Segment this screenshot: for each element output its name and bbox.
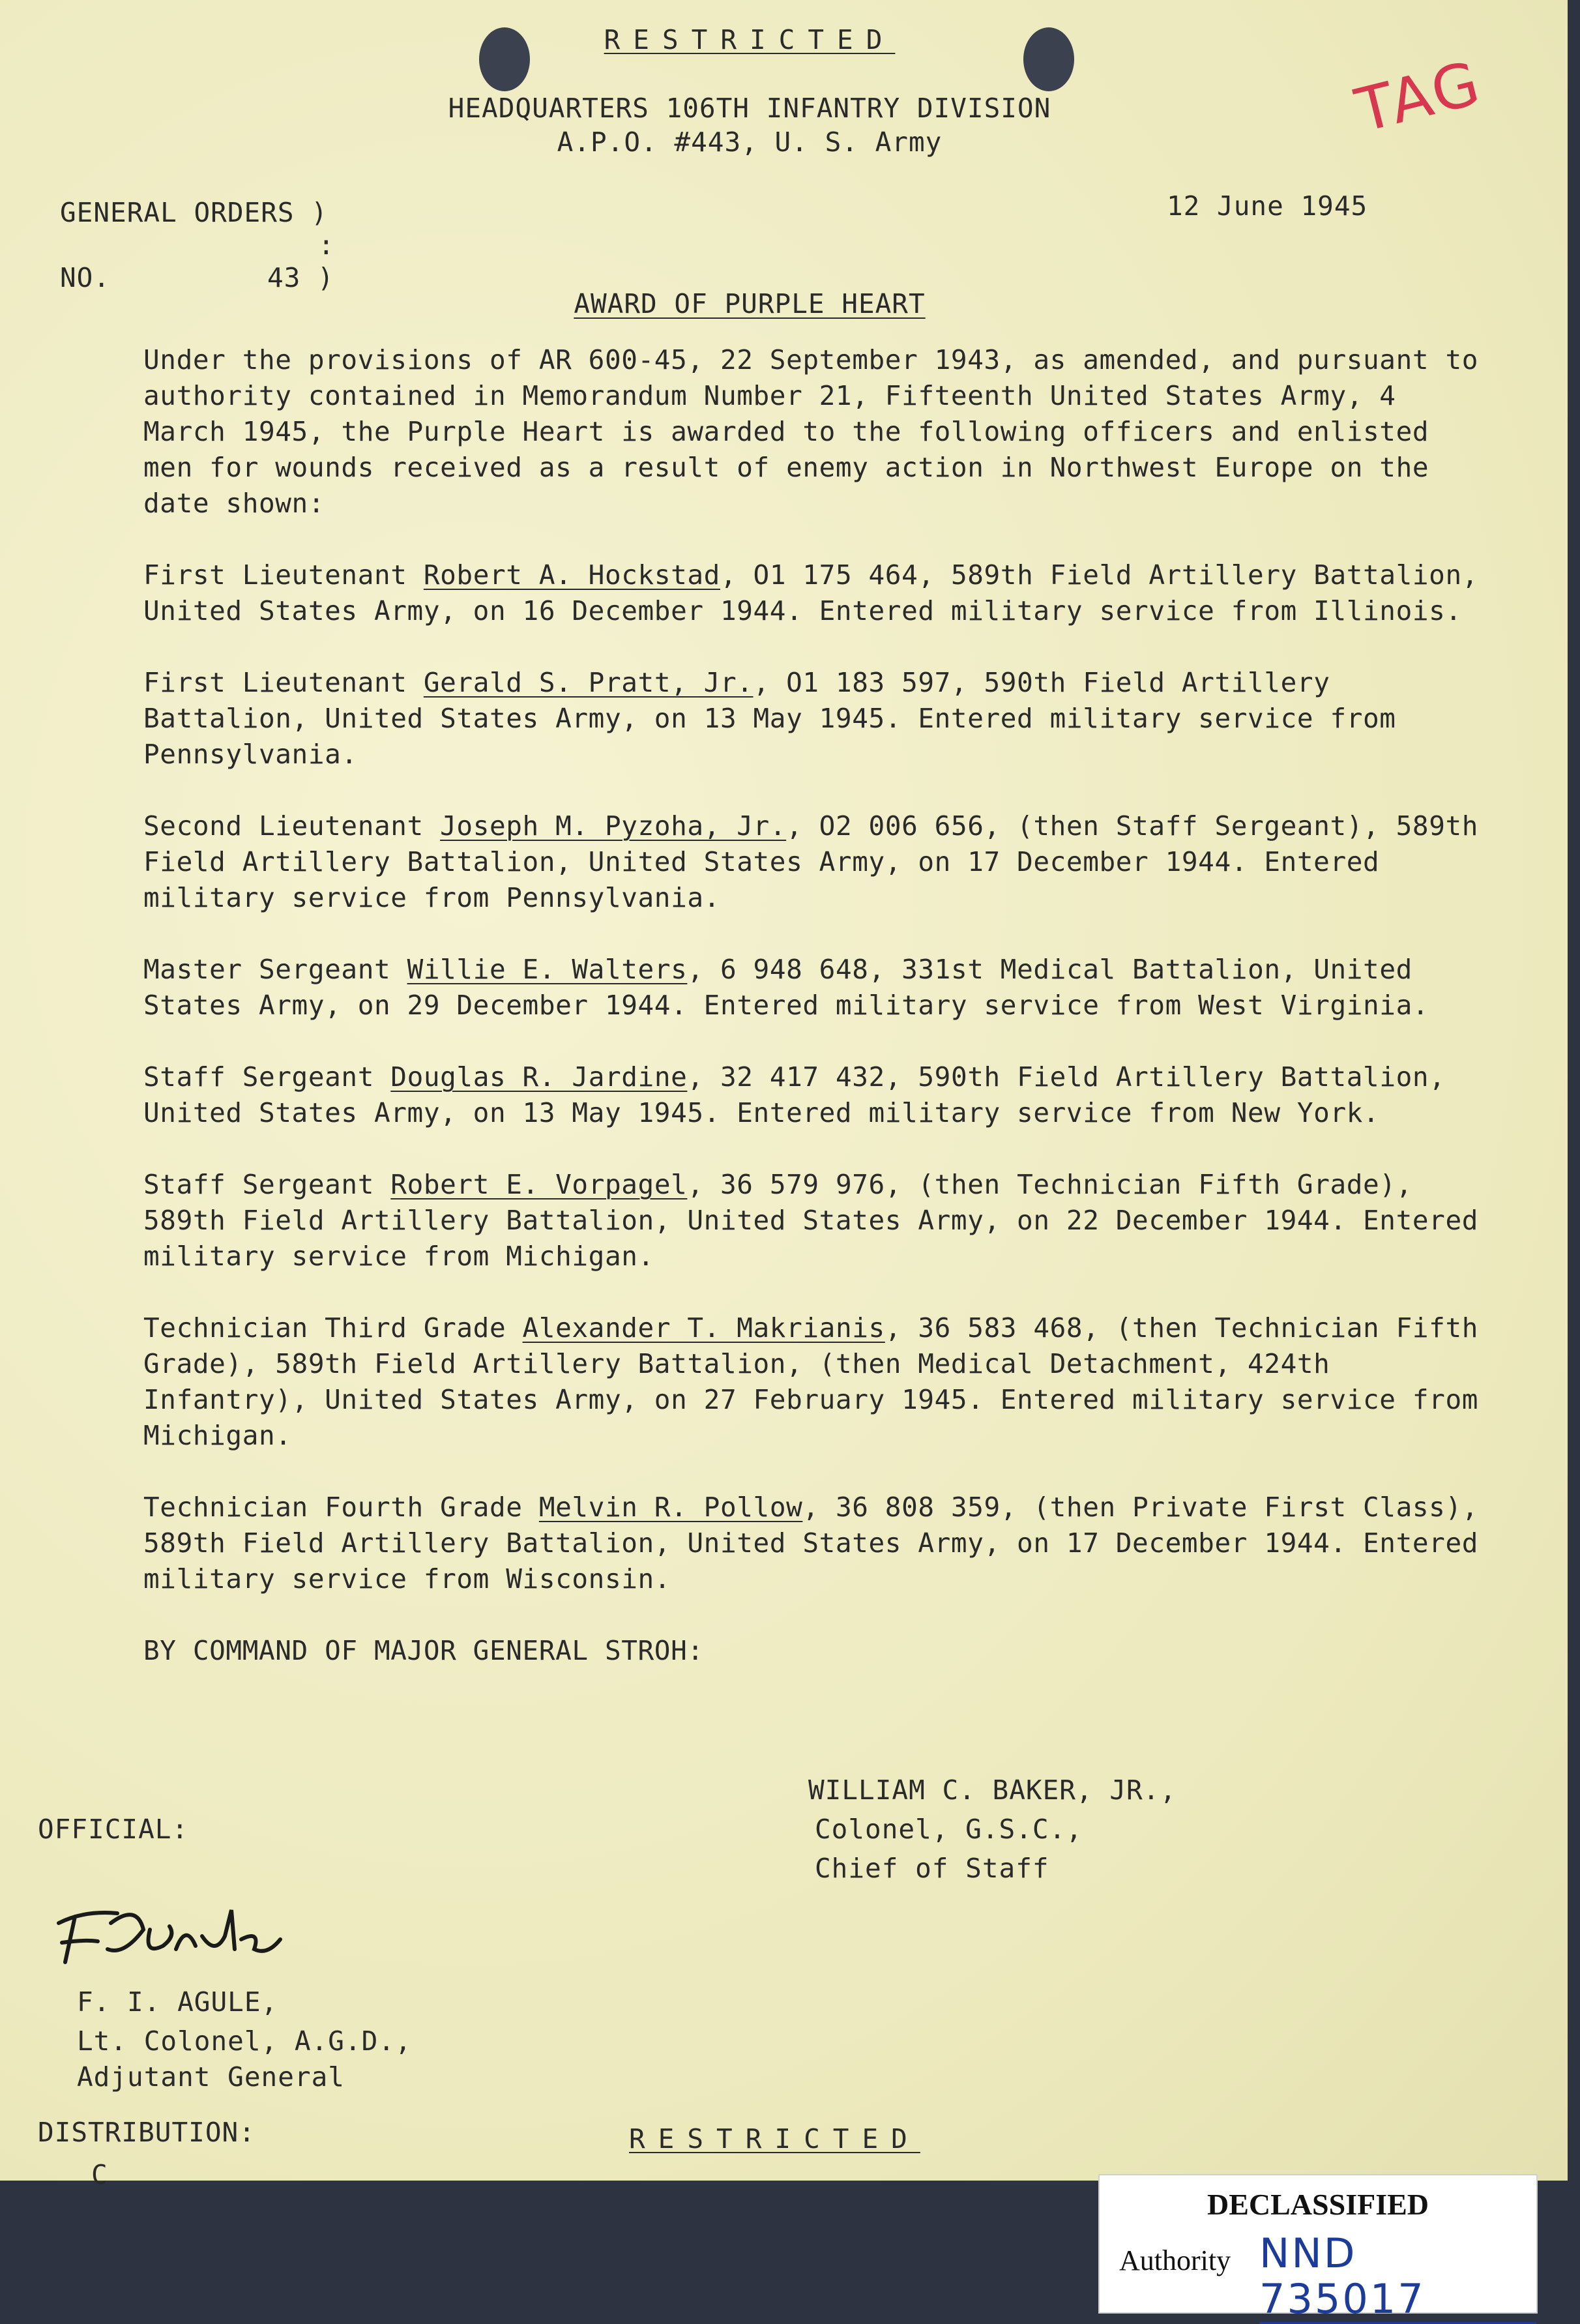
official-label: OFFICIAL: <box>38 1814 189 1845</box>
hq-line-1: HEADQUARTERS 106TH INFANTRY DIVISION <box>448 93 1051 124</box>
signature-mark <box>46 1884 345 1975</box>
award-details: , 36 579 976, (then Technician Fifth Grade), 589th Field Artillery Battalion, United States Army, on 22 December 1944. Entered military service from Michigan. <box>143 1169 1479 1272</box>
adjutant-signature <box>46 1884 345 1978</box>
award-rank: Staff Sergeant <box>143 1061 374 1093</box>
award-name: Melvin R. Pollow <box>538 1492 803 1523</box>
award-details: , O2 006 656, (then Staff Sergeant), 589th Field Artillery Battalion, United States Army, on 17 December 1944. Entered military service from Pennsylvania. <box>143 810 1479 913</box>
general-orders-label: GENERAL ORDERS ) <box>60 197 328 228</box>
chief-name: WILLIAM C. BAKER, JR., <box>808 1774 1177 1806</box>
award-entry <box>46 808 1493 916</box>
award-name: Gerald S. Pratt, Jr. <box>423 667 753 698</box>
award-rank: First Lieutenant <box>143 559 407 591</box>
award-entry <box>46 1059 1493 1131</box>
award-rank: Second Lieutenant <box>143 810 424 842</box>
award-rank: Technician Third Grade <box>143 1312 506 1344</box>
chief-rank: Colonel, G.S.C., <box>815 1814 1083 1845</box>
award-name: Joseph M. Pyzoha, Jr. <box>440 810 787 842</box>
award-name: Willie E. Walters <box>407 954 688 985</box>
stamp-authority-label: Authority <box>1119 2244 1231 2276</box>
award-name: Robert A. Hockstad <box>423 559 720 591</box>
distribution-value: C <box>91 2159 108 2190</box>
award-entry <box>46 1490 1493 1597</box>
orders-colon: : <box>318 229 335 261</box>
intro-paragraph: Under the provisions of AR 600-45, 22 September 1943, as amended, and pursuant to authority contained in Memorandum Number 21, Fifteenth United States Army, 4 March 1945, the Purple Heart is awarded to the following officers and enlisted men for wounds received as a result of enemy action in Northwest Europe on the date shown: <box>143 344 1479 519</box>
award-entry <box>46 665 1493 772</box>
hq-line-2: A.P.O. #443, U. S. Army <box>557 126 943 158</box>
award-details: , O1 175 464, 589th Field Artillery Battalion, United States Army, on 16 December 1944. Entered military service from Illinois. <box>143 559 1479 626</box>
stamp-heading: DECLASSIFIED <box>1207 2188 1429 2221</box>
award-rank: Technician Fourth Grade <box>143 1492 523 1523</box>
award-rank: Master Sergeant <box>143 954 391 985</box>
award-name: Robert E. Vorpagel <box>390 1169 688 1200</box>
award-details: , 36 583 468, (then Technician Fifth Grade), 589th Field Artillery Battalion, (then Medical Detachment, 424th Infantry), United States Army, on 27 February 1945. Entered military service from Michigan. <box>143 1312 1479 1451</box>
award-entry <box>46 1167 1493 1274</box>
command-line: BY COMMAND OF MAJOR GENERAL STROH: <box>143 1635 704 1666</box>
order-number-value: 43 ) <box>267 262 334 293</box>
chief-title: Chief of Staff <box>815 1853 1049 1884</box>
award-entry <box>46 557 1493 629</box>
award-entry <box>46 952 1493 1023</box>
restricted-footer: RESTRICTED <box>629 2123 920 2155</box>
award-details: , O1 183 597, 590th Field Artillery Battalion, United States Army, on 13 May 1945. Entered military service from Pennsylvania. <box>143 667 1396 770</box>
award-name: Alexander T. Makrianis <box>522 1312 885 1344</box>
declassified-stamp <box>1098 2174 1538 2323</box>
order-date: 12 June 1945 <box>1167 190 1368 222</box>
award-rank: Staff Sergeant <box>143 1169 374 1200</box>
award-details: , 6 948 648, 331st Medical Battalion, United States Army, on 29 December 1944. Entered military service from West Virginia. <box>143 954 1429 1021</box>
adjutant-rank: Lt. Colonel, A.G.D., <box>77 2025 412 2057</box>
award-body <box>46 342 1493 1669</box>
stamp-authority-value: NND 735017 <box>1259 2231 1536 2324</box>
restricted-header: RESTRICTED <box>604 24 896 55</box>
award-entry <box>46 1310 1493 1454</box>
adjutant-name: F. I. AGULE, <box>77 1986 278 2018</box>
distribution-label: DISTRIBUTION: <box>38 2117 256 2148</box>
award-name: Douglas R. Jardine <box>390 1061 688 1093</box>
order-subject: AWARD OF PURPLE HEART <box>574 288 926 319</box>
award-details: , 36 808 359, (then Private First Class), 589th Field Artillery Battalion, United States Army, on 17 December 1944. Entered military service from Wisconsin. <box>143 1492 1479 1595</box>
order-number-label: NO. <box>60 262 111 293</box>
award-rank: First Lieutenant <box>143 667 407 698</box>
tag-annotation: TAG <box>1349 48 1489 146</box>
adjutant-title: Adjutant General <box>77 2061 345 2093</box>
award-details: , 32 417 432, 590th Field Artillery Battalion, United States Army, on 13 May 1945. Entered military service from New York. <box>143 1061 1446 1128</box>
